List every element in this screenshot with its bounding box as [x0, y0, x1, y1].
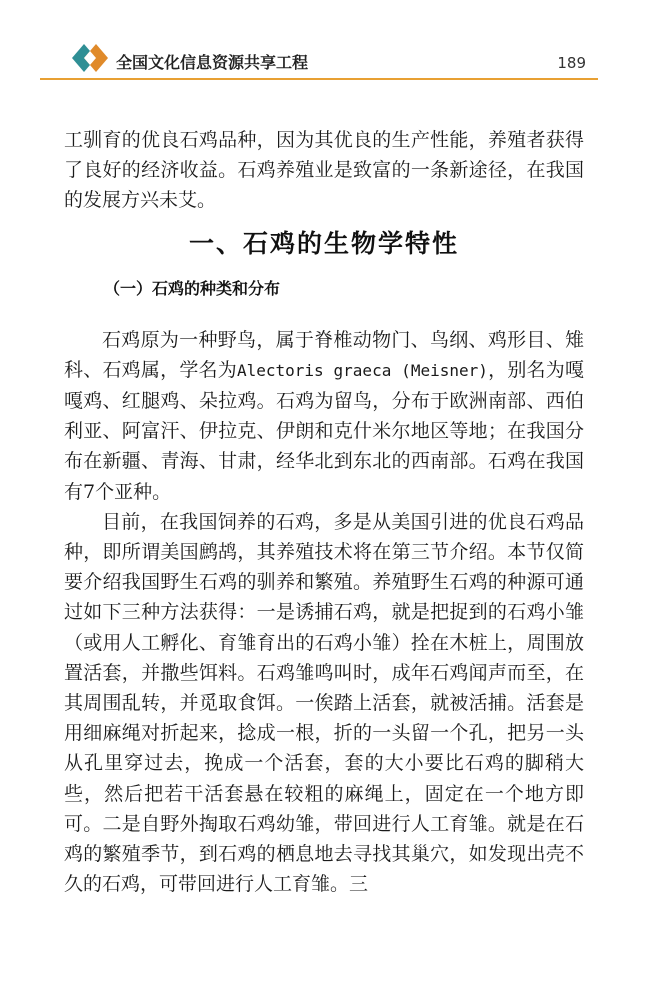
page-number: 189	[557, 54, 586, 72]
section-title: 一、石鸡的生物学特性	[188, 228, 459, 258]
intro-paragraph: 工驯育的优良石鸡品种，因为其优良的生产性能，养殖者获得了良好的经济收益。石鸡养殖业是致富的一条新途径，在我国的发展方兴未艾。	[64, 129, 584, 212]
paragraph-breeding: 目前，在我国饲养的石鸡，多是从美国引进的优良石鸡品种，即所谓美国鹧鸪，其养殖技术将在第三节介绍。本节仅简要介绍我国野生石鸡的驯养和繁殖。养殖野生石鸡的种源可通过如下三种方法获得：一是诱捕石鸡，就是把捉到的石鸡小雏（或用人工孵化、育雏育出的石鸡小雏）拴在木桩上，周围放置活套，并撒些饵料。石鸡雏鸣叫时，成年石鸡闻声而至，在其周围乱转，并觅取食饵。一俟踏上活套，就被活捕。活套是用细麻绳对折起来，捻成一根，折的一头留一个孔，把另一头从孔里穿过去，挽成一个活套，套的大小要比石鸡的脚稍大些，然后把若干活套悬在较粗的麻绳上，固定在一个地方即可。二是自野外掏取石鸡幼雏，带回进行人工育雏。就是在石鸡的繁殖季节，到石鸡的栖息地去寻找其巢穴，如发现出壳不久的石鸡，可带回进行人工育雏。三	[64, 510, 584, 896]
diamond-logo-icon	[62, 40, 114, 76]
paragraph-species-part1: 石鸡原为一种野鸟，属于脊椎动物门、鸟纲、鸡形目、雉科、石鸡属，学名为	[64, 328, 584, 381]
header-title: 全国文化信息资源共享工程	[116, 53, 309, 72]
paragraph-species	[64, 325, 584, 507]
paragraph-species-part2: ，别名为嘎嘎鸡、红腿鸡、朵拉鸡。石鸡为留鸟，分布于欧洲南部、西伯利亚、阿富汗、伊拉克、伊朗和克什米尔地区等地；在我国分布在新疆、青海、甘肃，经华北到东北的西南部。石鸡在我国有7个亚种。	[64, 358, 584, 503]
header-rule	[40, 78, 598, 80]
page-body	[64, 125, 584, 899]
page-header	[62, 38, 598, 78]
subsection-title: （一）石鸡的种类和分布	[104, 278, 281, 298]
scientific-name: Alectoris graeca (Meisner)	[236, 360, 488, 380]
